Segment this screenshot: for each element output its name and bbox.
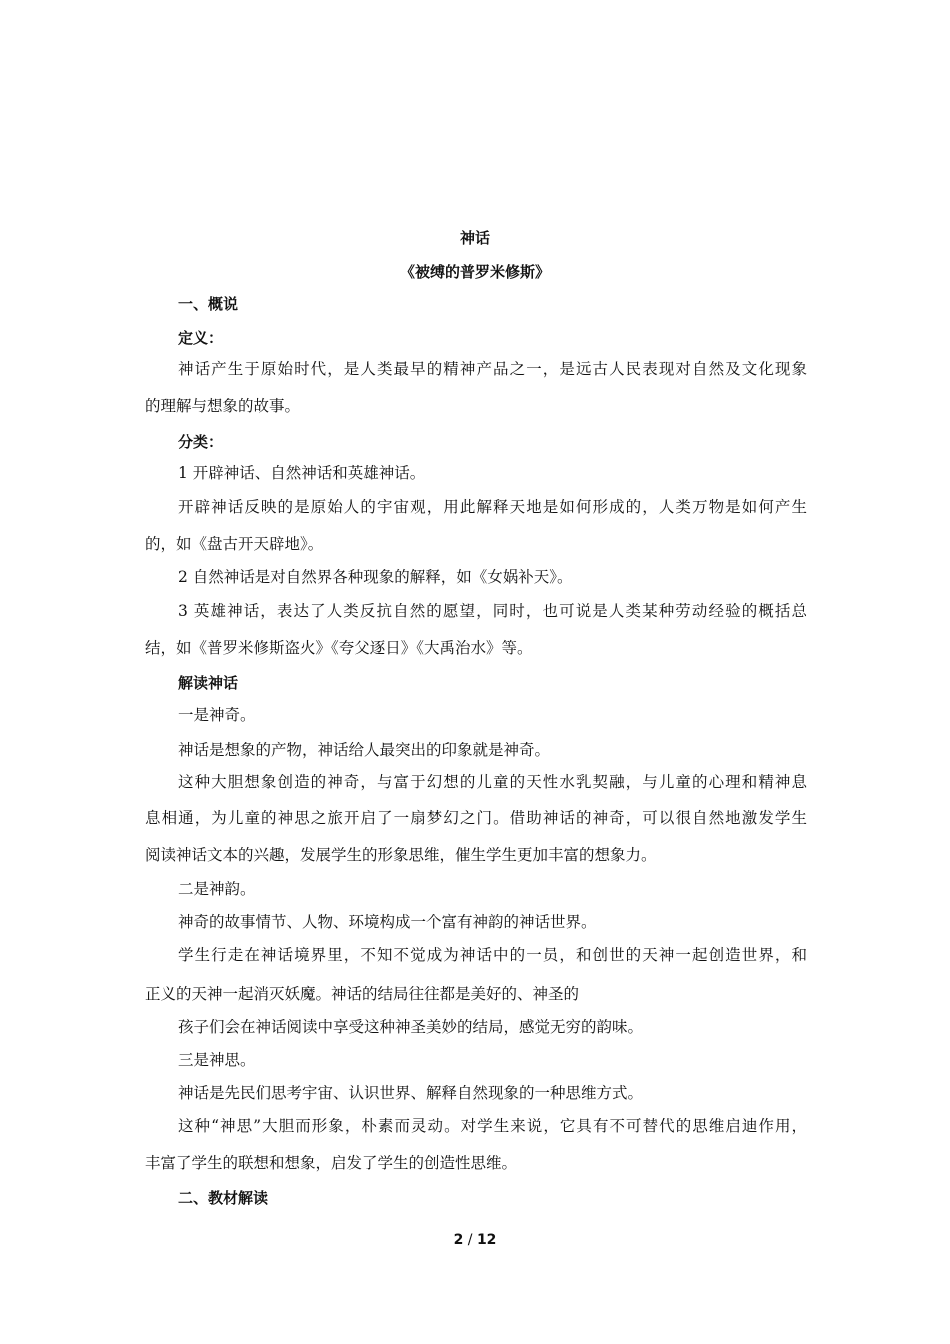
paragraph-line: 神话产生于原始时代，是人类最早的精神产品之一，是远古人民表现对自然及文化现象: [178, 360, 807, 378]
paragraph-line: 的，如《盘古开天辟地》。: [145, 535, 324, 553]
paragraph-line: 孩子们会在神话阅读中享受这种神圣美妙的结局，感觉无穷的韵味。: [178, 1018, 644, 1036]
paragraph-line: 结，如《普罗米修斯盗火》《夸父逐日》《大禹治水》等。: [145, 639, 533, 657]
paragraph-line: 息相通，为儿童的神思之旅开启了一扇梦幻之门。借助神话的神奇，可以很自然地激发学生: [145, 809, 807, 827]
paragraph-line: 丰富了学生的联想和想象，启发了学生的创造性思维。: [145, 1154, 518, 1172]
section-heading-overview: 一、概说: [178, 295, 239, 313]
paragraph-line: 1 开辟神话、自然神话和英雄神话。: [178, 464, 426, 482]
paragraph-line: 三是神思。: [178, 1051, 256, 1069]
paragraph-line: 这种“神思”大胆而形象，朴素而灵动。对学生来说，它具有不可替代的思维启迪作用，: [178, 1117, 807, 1135]
paragraph-line: 正义的天神一起消灭妖魔。神话的结局往往都是美好的、神圣的: [145, 985, 580, 1003]
document-title: 神话: [459, 229, 490, 247]
page-current: 2: [453, 1232, 464, 1248]
document-subtitle: 《被缚的普罗米修斯》: [399, 263, 550, 281]
paragraph-line: 2 自然神话是对自然界各种现象的解释，如《女娲补天》。: [178, 568, 573, 586]
paragraph-line: 神话是想象的产物，神话给人最突出的印象就是神奇。: [178, 741, 551, 759]
paragraph-line: 神奇的故事情节、人物、环境构成一个富有神韵的神话世界。: [178, 913, 597, 931]
paragraph-line: 开辟神话反映的是原始人的宇宙观，用此解释天地是如何形成的，人类万物是如何产生: [178, 498, 807, 516]
subheading-interpreting-myths: 解读神话: [178, 674, 239, 692]
page-total: 12: [476, 1232, 497, 1248]
paragraph-line: 这种大胆想象创造的神奇，与富于幻想的儿童的天性水乳契融，与儿童的心理和精神息: [178, 773, 807, 791]
paragraph-line: 二是神韵。: [178, 880, 256, 898]
paragraph-line: 神话是先民们思考宇宙、认识世界、解释自然现象的一种思维方式。: [178, 1084, 644, 1102]
paragraph-line: 阅读神话文本的兴趣，发展学生的形象思维，催生学生更加丰富的想象力。: [145, 846, 657, 864]
page-number: [0, 1231, 950, 1249]
subheading-definition: 定义：: [178, 329, 224, 347]
paragraph-line: 3 英雄神话，表达了人类反抗自然的愿望，同时，也可说是人类某种劳动经验的概括总: [178, 602, 807, 620]
paragraph-line: 一是神奇。: [178, 706, 256, 724]
page-separator: /: [463, 1232, 477, 1248]
paragraph-line: 的理解与想象的故事。: [145, 397, 301, 415]
section-heading-textbook: 二、教材解读: [178, 1189, 269, 1207]
paragraph-line: 学生行走在神话境界里，不知不觉成为神话中的一员，和创世的天神一起创造世界，和: [178, 946, 807, 964]
subheading-classification: 分类：: [178, 433, 224, 451]
